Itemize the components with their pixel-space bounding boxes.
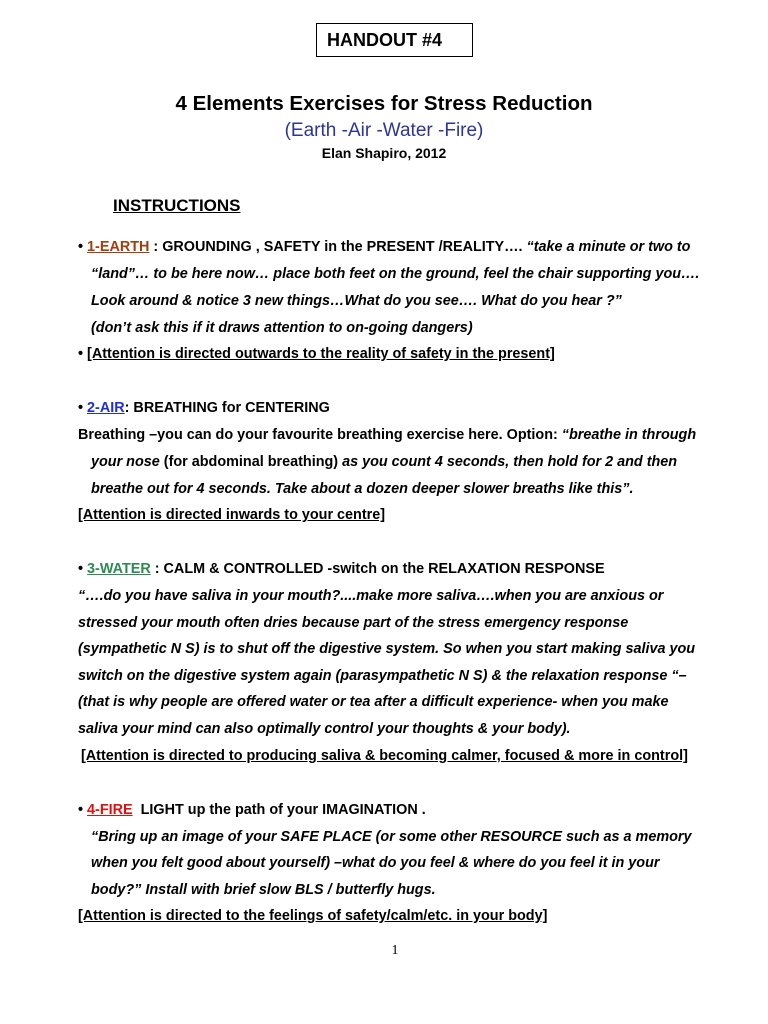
water-line-1: “….do you have saliva in your mouth?....make more saliva….when you are anxious or xyxy=(78,588,664,604)
earth-line-2: “land”… to be here now… place both feet on the ground, feel the chair supporting you…. xyxy=(91,266,700,282)
fire-label: 4-FIRE xyxy=(87,802,133,818)
air-heading: : BREATHING for CENTERING xyxy=(124,400,330,416)
water-line-6: saliva your mind can also optimally control your thoughts & your body). xyxy=(78,721,571,737)
earth-line-4: (don’t ask this if it draws attention to on-going dangers) xyxy=(91,320,473,336)
air-line-2-b: (for abdominal breathing) xyxy=(159,454,343,470)
earth-heading-line xyxy=(78,239,690,255)
bullet: • xyxy=(78,239,84,255)
water-heading: : CALM & CONTROLLED -switch on the RELAXATION RESPONSE xyxy=(150,561,605,577)
fire-heading-line xyxy=(78,802,426,818)
fire-line-1: “Bring up an image of your SAFE PLACE (or some other RESOURCE such as a memory xyxy=(91,829,692,845)
air-line-1-quote: “breathe in through xyxy=(561,427,697,443)
handout-label: HANDOUT #4 xyxy=(316,23,473,57)
water-attention: [Attention is directed to producing saliva & becoming calmer, focused & more in control] xyxy=(81,748,688,764)
instructions-heading: INSTRUCTIONS xyxy=(113,196,241,215)
fire-line-3: body?” Install with brief slow BLS / butterfly hugs. xyxy=(91,882,436,898)
earth-label: 1-EARTH xyxy=(87,239,150,255)
page-subtitle: (Earth -Air -Water -Fire) xyxy=(284,120,484,141)
air-line-1 xyxy=(78,427,696,443)
air-line-2-a: your nose xyxy=(91,454,160,470)
water-heading-line xyxy=(78,561,605,577)
air-line-3: breathe out for 4 seconds. Take about a dozen deeper slower breaths like this”. xyxy=(91,481,634,497)
bullet: • xyxy=(78,561,84,577)
bullet: • xyxy=(78,802,84,818)
water-line-4: switch on the digestive system again (parasympathetic N S) & the relaxation response “– xyxy=(78,668,687,684)
page-title: 4 Elements Exercises for Stress Reduction xyxy=(175,92,593,115)
air-line-2-c: as you count 4 seconds, then hold for 2 and then xyxy=(342,454,678,470)
earth-attention: [Attention is directed outwards to the reality of safety in the present] xyxy=(87,346,555,362)
air-heading-line xyxy=(78,400,330,416)
fire-attention: [Attention is directed to the feelings of safety/calm/etc. in your body] xyxy=(78,908,548,924)
fire-line-2: when you felt good about yourself) –what do you feel & where do you feel it in your xyxy=(91,855,660,871)
earth-quote-start: “take a minute or two to xyxy=(526,239,691,255)
water-label: 3-WATER xyxy=(87,561,151,577)
bullet: • xyxy=(78,346,84,362)
air-line-2 xyxy=(91,454,677,470)
water-line-5: (that is why people are offered water or tea after a difficult experience- when you make xyxy=(78,694,669,710)
air-line-1-plain: Breathing –you can do your favourite breathing exercise here. Option: xyxy=(78,427,562,443)
earth-heading: : GROUNDING , SAFETY in the PRESENT /REALITY…. xyxy=(149,239,527,255)
air-label: 2-AIR xyxy=(87,400,125,416)
water-line-3: (sympathetic N S) is to shut off the digestive system. So when you start making saliva you xyxy=(78,641,696,657)
fire-heading: LIGHT up the path of your IMAGINATION . xyxy=(132,802,426,818)
bullet: • xyxy=(78,400,84,416)
author-line: Elan Shapiro, 2012 xyxy=(321,145,447,161)
earth-attention-line xyxy=(78,346,555,362)
earth-line-3: Look around & notice 3 new things…What do you see…. What do you hear ?” xyxy=(91,293,622,309)
water-line-2: stressed your mouth often dries because part of the stress emergency response xyxy=(78,615,629,631)
page-number: 1 xyxy=(391,943,399,958)
air-attention: [Attention is directed inwards to your centre] xyxy=(78,507,386,523)
